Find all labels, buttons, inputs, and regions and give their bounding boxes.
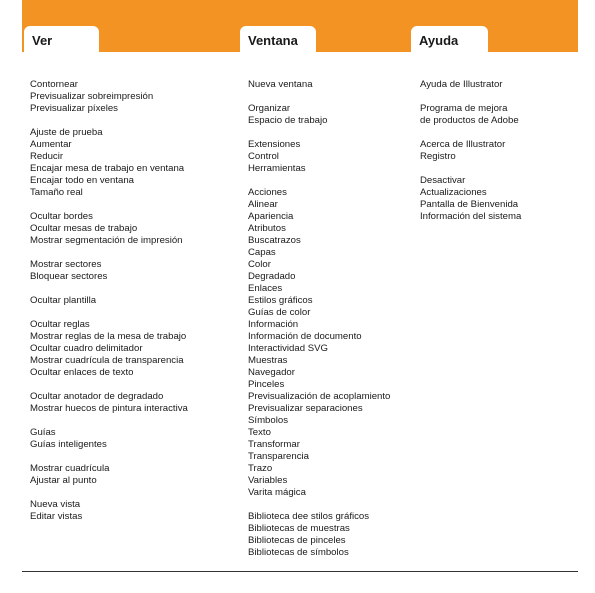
menu-item[interactable]: Texto bbox=[248, 427, 271, 438]
menu-item[interactable]: Registro bbox=[420, 151, 456, 162]
menu-item[interactable]: Ajustar al punto bbox=[30, 475, 97, 486]
menu-tab-ayuda[interactable]: Ayuda bbox=[411, 26, 488, 52]
menu-item[interactable]: Buscatrazos bbox=[248, 235, 301, 246]
menu-separator bbox=[248, 127, 410, 139]
menu-item[interactable]: Ocultar anotador de degradado bbox=[30, 391, 164, 402]
menu-separator bbox=[30, 283, 235, 295]
menu-item[interactable]: Guías bbox=[30, 427, 56, 438]
menu-item[interactable]: Previsualización de acoplamiento bbox=[248, 391, 391, 402]
menu-item[interactable]: Ocultar mesas de trabajo bbox=[30, 223, 138, 234]
menu-item[interactable]: Nueva ventana bbox=[248, 79, 313, 90]
menu-separator bbox=[30, 307, 235, 319]
menu-item[interactable]: Ocultar bordes bbox=[30, 211, 93, 222]
menu-separator bbox=[420, 127, 580, 139]
menu-item[interactable]: Información bbox=[248, 319, 299, 330]
menu-item[interactable]: Guías de color bbox=[248, 307, 311, 318]
menu-item[interactable]: Variables bbox=[248, 475, 288, 486]
menu-item[interactable]: Contornear bbox=[30, 79, 78, 90]
menu-separator bbox=[420, 163, 580, 175]
menu-item[interactable]: Capas bbox=[248, 247, 276, 258]
menu-item[interactable]: Acerca de Illustrator bbox=[420, 139, 506, 150]
menu-item[interactable]: Ajuste de prueba bbox=[30, 127, 103, 138]
menu-item[interactable]: Espacio de trabajo bbox=[248, 115, 328, 126]
menu-separator bbox=[248, 91, 410, 103]
menu-item[interactable]: Control bbox=[248, 151, 279, 162]
menu-item[interactable]: Aumentar bbox=[30, 139, 72, 150]
menu-separator bbox=[30, 487, 235, 499]
menu-item[interactable]: Navegador bbox=[248, 367, 295, 378]
menu-separator bbox=[30, 379, 235, 391]
menu-item[interactable]: Reducir bbox=[30, 151, 64, 162]
menu-item[interactable]: Extensiones bbox=[248, 139, 301, 150]
menu-item[interactable]: Mostrar huecos de pintura interactiva bbox=[30, 403, 188, 414]
menu-item[interactable]: Información del sistema bbox=[420, 211, 522, 222]
menu-list-ayuda bbox=[420, 79, 580, 223]
menu-item[interactable]: Pinceles bbox=[248, 379, 285, 390]
menu-item[interactable]: Información de documento bbox=[248, 331, 362, 342]
menu-separator bbox=[420, 91, 580, 103]
menu-item[interactable]: de productos de Adobe bbox=[420, 115, 519, 126]
menu-item[interactable]: Nueva vista bbox=[30, 499, 81, 510]
menu-item[interactable]: Previsualizar separaciones bbox=[248, 403, 363, 414]
menu-separator bbox=[30, 199, 235, 211]
menu-item[interactable]: Encajar mesa de trabajo en ventana bbox=[30, 163, 185, 174]
menu-item[interactable]: Estilos gráficos bbox=[248, 295, 313, 306]
menu-item[interactable]: Acciones bbox=[248, 187, 287, 198]
menu-item[interactable]: Biblioteca dee stilos gráficos bbox=[248, 511, 370, 522]
menu-item[interactable]: Transformar bbox=[248, 439, 300, 450]
menu-list-ver bbox=[30, 79, 235, 523]
menu-separator bbox=[248, 175, 410, 187]
menu-item[interactable]: Programa de mejora bbox=[420, 103, 508, 114]
menu-item[interactable]: Previsualizar píxeles bbox=[30, 103, 118, 114]
menu-item[interactable]: Atributos bbox=[248, 223, 286, 234]
menu-separator bbox=[30, 415, 235, 427]
menu-item[interactable]: Bloquear sectores bbox=[30, 271, 108, 282]
menu-item[interactable]: Color bbox=[248, 259, 271, 270]
menu-item[interactable]: Previsualizar sobreimpresión bbox=[30, 91, 154, 102]
menu-item[interactable]: Actualizaciones bbox=[420, 187, 487, 198]
menu-item[interactable]: Bibliotecas de símbolos bbox=[248, 547, 349, 558]
menu-item[interactable]: Mostrar sectores bbox=[30, 259, 102, 270]
menu-item[interactable]: Herramientas bbox=[248, 163, 306, 174]
menu-item[interactable]: Pantalla de Bienvenida bbox=[420, 199, 519, 210]
menu-separator bbox=[30, 451, 235, 463]
menu-item[interactable]: Mostrar cuadrícula bbox=[30, 463, 110, 474]
menu-separator bbox=[248, 499, 410, 511]
menu-item[interactable]: Tamaño real bbox=[30, 187, 83, 198]
menu-tab-ver[interactable]: Ver bbox=[24, 26, 99, 52]
menu-item[interactable]: Enlaces bbox=[248, 283, 283, 294]
menu-item[interactable]: Ocultar enlaces de texto bbox=[30, 367, 134, 378]
menu-item[interactable]: Apariencia bbox=[248, 211, 294, 222]
menu-item[interactable]: Guías inteligentes bbox=[30, 439, 107, 450]
menu-item[interactable]: Ocultar reglas bbox=[30, 319, 90, 330]
menu-item[interactable]: Mostrar reglas de la mesa de trabajo bbox=[30, 331, 187, 342]
menu-item[interactable]: Interactividad SVG bbox=[248, 343, 328, 354]
menu-tab-ventana[interactable]: Ventana bbox=[240, 26, 316, 52]
menu-list-ventana bbox=[248, 79, 410, 559]
menu-item[interactable]: Trazo bbox=[248, 463, 273, 474]
menu-item[interactable]: Ayuda de Illustrator bbox=[420, 79, 503, 90]
menu-item[interactable]: Encajar todo en ventana bbox=[30, 175, 135, 186]
menu-item[interactable]: Mostrar cuadrícula de transparencia bbox=[30, 355, 184, 366]
menu-separator bbox=[30, 115, 235, 127]
bottom-divider bbox=[22, 571, 578, 572]
menu-item[interactable]: Organizar bbox=[248, 103, 291, 114]
menu-item[interactable]: Varita mágica bbox=[248, 487, 306, 498]
menu-item[interactable]: Símbolos bbox=[248, 415, 288, 426]
menu-item[interactable]: Bibliotecas de muestras bbox=[248, 523, 350, 534]
menu-item[interactable]: Ocultar plantilla bbox=[30, 295, 97, 306]
menu-separator bbox=[30, 247, 235, 259]
menu-item[interactable]: Desactivar bbox=[420, 175, 466, 186]
menu-item[interactable]: Mostrar segmentación de impresión bbox=[30, 235, 183, 246]
menu-item[interactable]: Bibliotecas de pinceles bbox=[248, 535, 346, 546]
menu-item[interactable]: Editar vistas bbox=[30, 511, 83, 522]
menu-item[interactable]: Degradado bbox=[248, 271, 296, 282]
menu-item[interactable]: Muestras bbox=[248, 355, 288, 366]
menu-item[interactable]: Transparencia bbox=[248, 451, 309, 462]
menu-item[interactable]: Ocultar cuadro delimitador bbox=[30, 343, 143, 354]
menu-item[interactable]: Alinear bbox=[248, 199, 278, 210]
